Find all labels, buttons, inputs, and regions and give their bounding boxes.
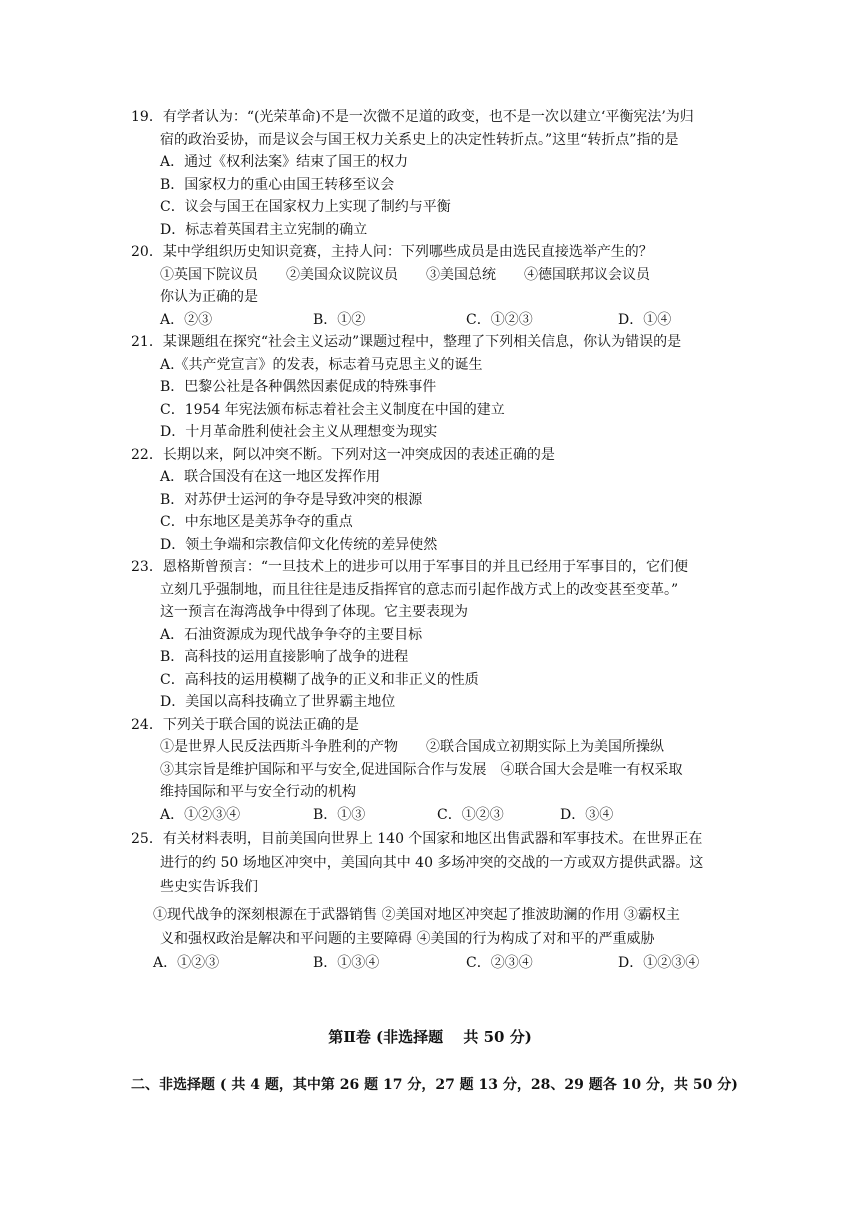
question-23-line-3: 这一预言在海湾战争中得到了体现。它主要表现为 — [160, 604, 468, 620]
question-22-option-a: A．联合国没有在这一地区发挥作用 — [160, 469, 381, 485]
question-23-option-d: D．美国以高科技确立了世界霸主地位 — [160, 694, 396, 710]
question-23-line-1: 23．恩格斯曾预言：“一旦技术上的进步可以用于军事目的并且已经用于军事目的，它们便 — [131, 559, 688, 575]
question-20-option-a: A．②③ — [160, 312, 213, 328]
question-22-option-b: B．对苏伊士运河的争夺是导致冲突的根源 — [160, 492, 423, 508]
question-23-line-2: 立刻几乎强制地，而且往往是违反指挥官的意志而引起作战方式上的改变甚至变革。” — [160, 582, 679, 598]
question-19-option-d: D．标志着英国君主立宪制的确立 — [160, 222, 368, 238]
question-23-option-c: C．高科技的运用模糊了战争的正义和非正义的性质 — [160, 672, 479, 688]
question-21-option-d: D．十月革命胜利使社会主义从理想变为现实 — [160, 424, 438, 440]
question-19-option-a: A．通过《权利法案》结束了国王的权力 — [160, 154, 409, 170]
question-24-line-1: 24．下列关于联合国的说法正确的是 — [131, 717, 359, 733]
question-21-option-c: C．1954 年宪法颁布标志着社会主义制度在中国的建立 — [160, 402, 505, 418]
question-25-option-b: B．①③④ — [313, 955, 380, 971]
question-20-option-b: B．①② — [313, 312, 366, 328]
question-20-line-2: ①英国下院议员 ②美国众议院议员 ③美国总统 ④德国联邦议会议员 — [160, 267, 650, 283]
question-21-option-b: B．巴黎公社是各种偶然因素促成的特殊事件 — [160, 379, 437, 395]
question-25-option-c: C．②③④ — [466, 955, 533, 971]
question-22-option-d: D．领土争端和宗教信仰文化传统的差异使然 — [160, 537, 438, 553]
question-21-line-1: 21．某课题组在探究“社会主义运动”课题过程中，整理了下列相关信息，你认为错误的是 — [131, 334, 682, 350]
question-22-option-c: C．中东地区是美苏争夺的重点 — [160, 514, 353, 530]
question-24-option-c: C．①②③ — [437, 807, 504, 823]
question-19-option-b: B．国家权力的重心由国王转移至议会 — [160, 177, 395, 193]
question-24-option-a: A．①②③④ — [160, 807, 241, 823]
question-24-option-d: D．③④ — [560, 807, 614, 823]
question-20-option-d: D．①④ — [618, 312, 672, 328]
question-24-option-b: B．①③ — [313, 807, 366, 823]
question-21-option-a: A.《共产党宣言》的发表，标志着马克思主义的诞生 — [160, 357, 483, 373]
question-19-option-c: C．议会与国王在国家权力上实现了制约与平衡 — [160, 199, 451, 215]
question-23-option-a: A．石油资源成为现代战争争夺的主要目标 — [160, 627, 423, 643]
question-25-line-3: 些史实告诉我们 — [160, 879, 258, 895]
question-22-line-1: 22．长期以来，阿以冲突不断。下列对这一冲突成因的表述正确的是 — [131, 447, 555, 463]
section-heading: 二、非选择题 ( 共 4 题，其中第 26 题 17 分，27 题 13 分，28、29 题各 10 分，共 50 分) — [131, 1077, 738, 1093]
question-19-line-1: 19．有学者认为：“(光荣革命)不是一次微不足道的政变，也不是一次以建立‘平衡宪法’为归 — [131, 109, 694, 125]
question-20-option-c: C．①②③ — [466, 312, 533, 328]
question-25-line-5: 义和强权政治是解决和平问题的主要障碍 ④美国的行为构成了对和平的严重威胁 — [160, 931, 655, 947]
question-20-line-1: 20．某中学组织历史知识竞赛，主持人问：下列哪些成员是由选民直接选举产生的？ — [131, 244, 653, 260]
question-24-line-3: ③其宗旨是维护国际和平与安全,促进国际合作与发展 ④联合国大会是唯一有权采取 — [160, 762, 683, 778]
question-25-line-4: ①现代战争的深刻根源在于武器销售 ②美国对地区冲突起了推波助澜的作用 ③霸权主 — [153, 907, 680, 923]
question-25-line-1: 25．有关材料表明，目前美国向世界上 140 个国家和地区出售武器和军事技术。在世界正在 — [131, 831, 703, 847]
question-23-option-b: B．高科技的运用直接影响了战争的进程 — [160, 649, 409, 665]
question-19-line-2: 宿的政治妥协，而是议会与国王权力关系史上的决定性转折点。”这里“转折点”指的是 — [160, 132, 679, 148]
question-25-line-2: 进行的约 50 场地区冲突中，美国向其中 40 多场冲突的交战的一方或双方提供武器。这 — [160, 855, 704, 871]
question-24-line-4: 维持国际和平与安全行动的机构 — [160, 784, 356, 800]
question-24-line-2: ①是世界人民反法西斯斗争胜利的产物 ②联合国成立初期实际上为美国所操纵 — [160, 739, 664, 755]
question-25-option-d: D．①②③④ — [618, 955, 700, 971]
question-20-line-3: 你认为正确的是 — [160, 289, 258, 305]
section-title: 第Ⅱ卷 (非选择题 共 50 分) — [328, 1028, 532, 1046]
question-25-option-a: A．①②③ — [153, 955, 220, 971]
